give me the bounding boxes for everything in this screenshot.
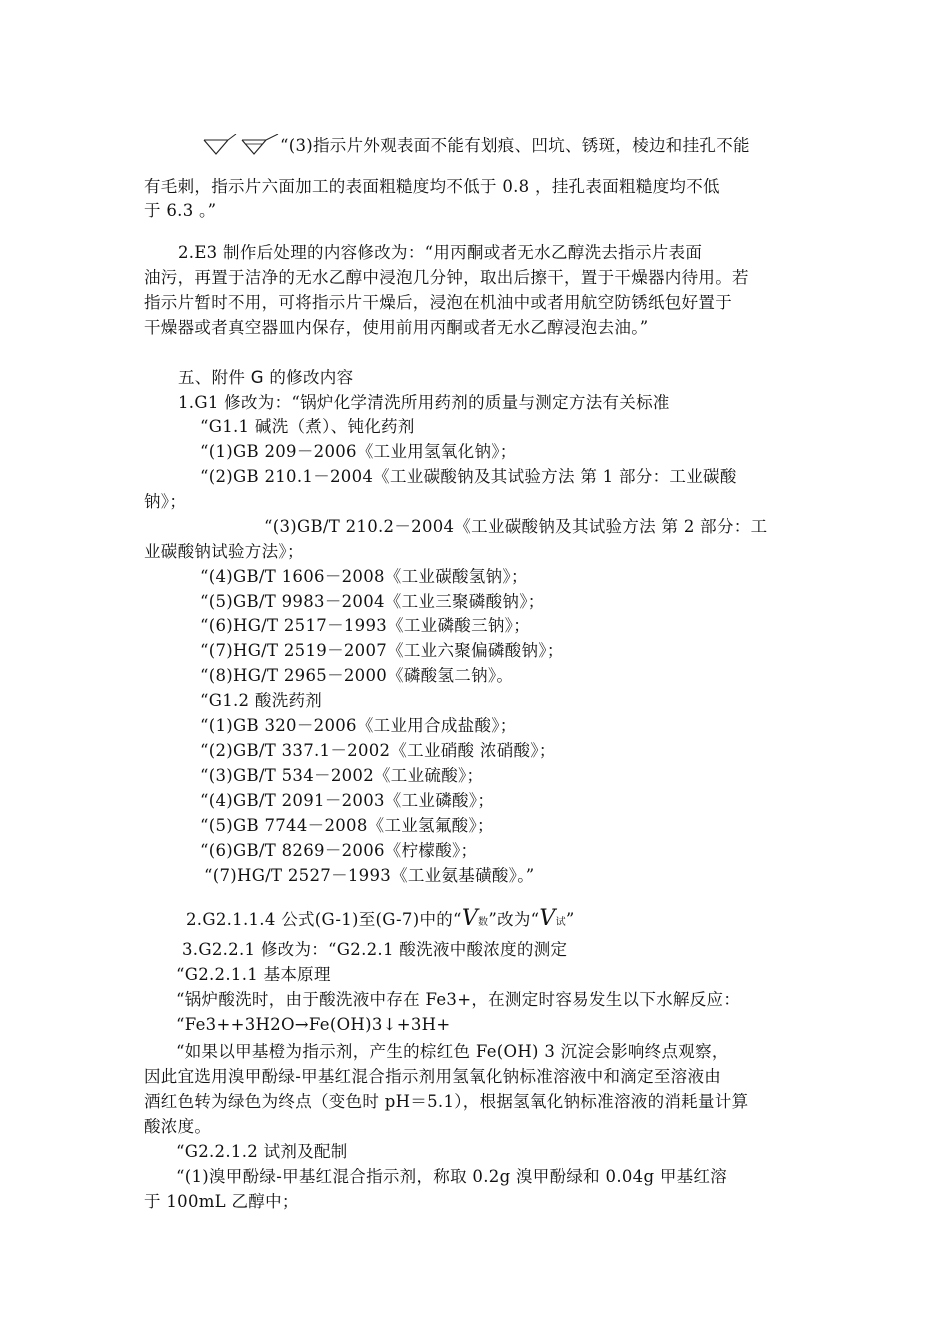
text-line: 于 6.3 。” [144,201,217,220]
text-line: “(7)HG/T 2519－2007《工业六聚偏磷酸钠》； [200,641,564,660]
text-line: “G1.1 碱洗（煮）、钝化药剂 [200,417,415,436]
text-line: “(3)GB/T 534－2002《工业硫酸》； [200,766,484,785]
text-segment: ” [565,910,575,929]
surface-roughness-symbol-icon [202,134,280,158]
text-line: “(5)GB 7744－2008《工业氢氟酸》； [200,816,494,835]
text-line: 1.G1 修改为：“锅炉化学清洗所用药剂的质量与测定方法有关标准 [178,393,670,412]
text-line: 酒红色转为绿色为终点（变色时 pH＝5.1），根据氢氧化钠标准溶液的消耗量计算 [144,1092,749,1111]
text-line: 于 100mL 乙醇中； [144,1192,299,1211]
text-line: “(6)GB/T 8269－2006《柠檬酸》； [200,841,478,860]
text-segment: ”改为“ [488,910,540,929]
text-line: 有毛刺，指示片六面加工的表面粗糙度均不低于 0.8 ，挂孔表面粗糙度均不低 [144,177,720,196]
text-line: “G2.2.1.1 基本原理 [176,965,331,984]
text-line: “(6)HG/T 2517－1993《工业磷酸三钠》； [200,616,531,635]
text-line: “Fe3++3H2O→Fe(OH)3↓+3H+ [176,1015,451,1034]
text-line: “(3)GB/T 210.2－2004《工业碳酸钠及其试验方法 第 2 部分：工 [264,517,768,536]
text-line: “(1)GB 209－2006《工业用氢氧化钠》； [200,442,517,461]
text-line: “(4)GB/T 1606－2008《工业碳酸氢钠》； [200,567,528,586]
v-subscript: 数 [478,917,489,928]
text-line: 油污，再置于洁净的无水乙醇中浸泡几分钟，取出后擦干，置于干燥器内待用。若 [144,268,749,287]
text-line: 2.E3 制作后处理的内容修改为：“用丙酮或者无水乙醇洗去指示片表面 [178,243,703,262]
text-line: “(2)GB 210.1－2004《工业碳酸钠及其试验方法 第 1 部分：工业碳酸 [200,467,737,486]
text-line: “(3)指示片外观表面不能有划痕、凹坑、锈斑，棱边和挂孔不能 [280,136,750,155]
text-line: “锅炉酸洗时，由于酸洗液中存在 Fe3+，在测定时容易发生以下水解反应： [176,990,741,1009]
text-line: 因此宜选用溴甲酚绿-甲基红混合指示剂用氢氧化钠标准溶液中和滴定至溶液由 [144,1067,722,1086]
text-line: “(1)溴甲酚绿-甲基红混合指示剂，称取 0.2g 溴甲酚绿和 0.04g 甲基红溶 [176,1167,728,1186]
text-line: “G2.2.1.2 试剂及配制 [176,1142,348,1161]
text-line: 业碳酸钠试验方法》； [144,542,304,561]
text-line: “(7)HG/T 2527－1993《工业氨基磺酸》。” [204,866,535,885]
formula-replacement-line [186,907,575,935]
text-line: “(4)GB/T 2091－2003《工业磷酸》； [200,791,495,810]
text-line: “(8)HG/T 2965－2000《磷酸氢二钠》。 [200,666,514,685]
text-line: 钠》； [144,492,187,511]
text-line: “如果以甲基橙为指示剂，产生的棕红色 Fe(OH) 3 沉淀会影响终点观察， [176,1042,729,1061]
section-heading: 五、附件 G 的修改内容 [178,368,354,387]
text-line: 干燥器或者真空器皿内保存，使用前用丙酮或者无水乙醇浸泡去油。” [144,318,649,337]
text-line: 酸浓度。 [144,1117,212,1136]
v-symbol: V [461,906,479,931]
text-line: 指示片暂时不用，可将指示片干燥后，浸泡在机油中或者用航空防锈纸包好置于 [144,293,732,312]
text-line: “(1)GB 320－2006《工业用合成盐酸》； [200,716,517,735]
v-subscript: 试 [555,917,566,928]
text-segment: 2.G2.1.1.4 公式(G-1)至(G-7)中的“ [186,910,462,929]
text-line: “G1.2 酸洗药剂 [200,691,323,710]
text-line: 3.G2.2.1 修改为：“G2.2.1 酸洗液中酸浓度的测定 [182,940,568,959]
v-symbol: V [539,906,556,931]
text-line: “(5)GB/T 9983－2004《工业三聚磷酸钠》； [200,592,545,611]
text-line: “(2)GB/T 337.1－2002《工业硝酸 浓硝酸》； [200,741,556,760]
